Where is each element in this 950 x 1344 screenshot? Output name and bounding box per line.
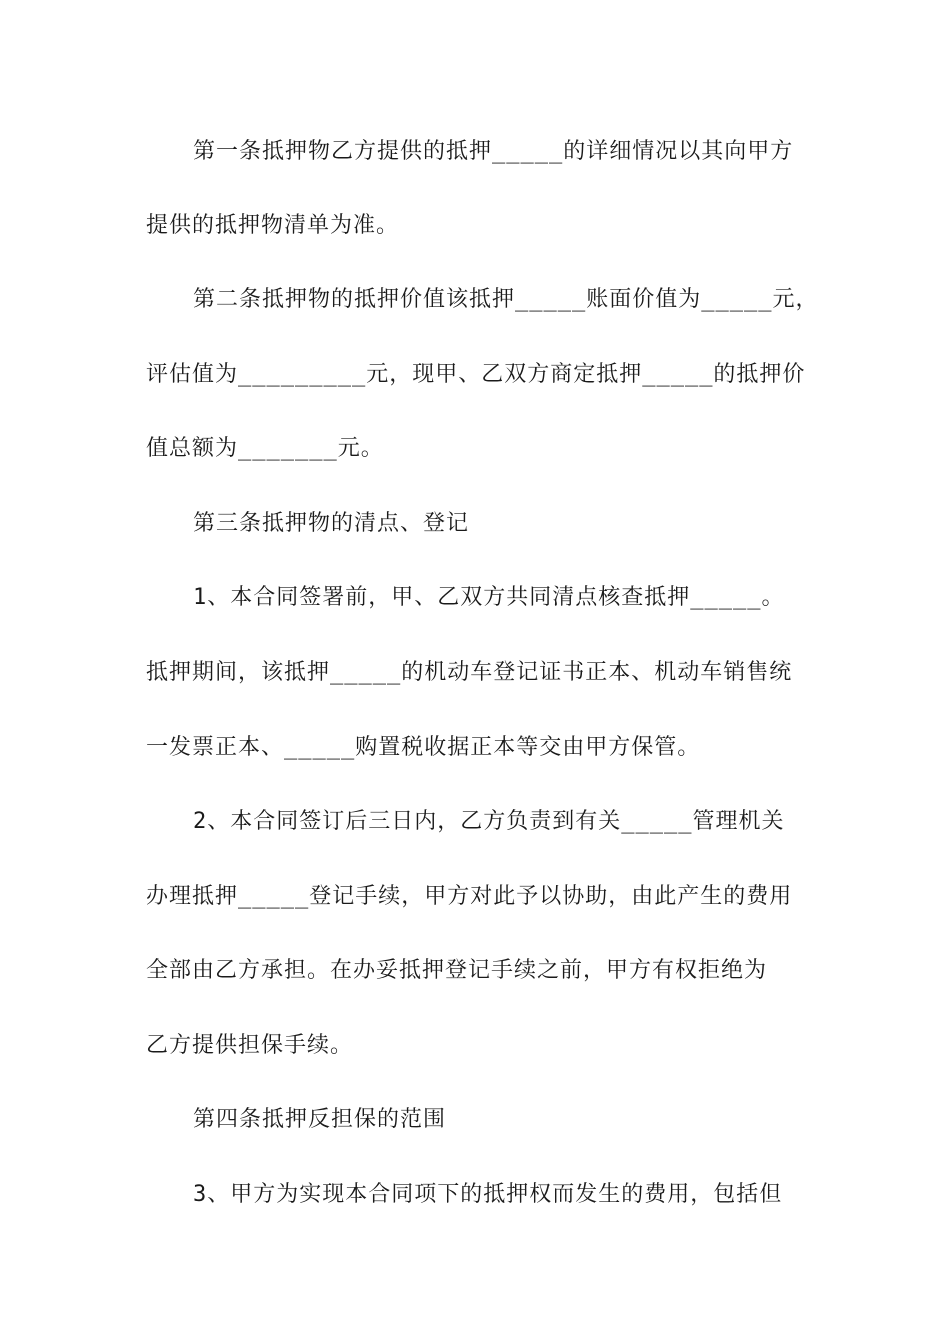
text-line: 抵押期间，该抵押_____的机动车登记证书正本、机动车销售统 <box>146 660 793 685</box>
text-line: 1、本合同签署前，甲、乙双方共同清点核查抵押_____。 <box>193 585 785 610</box>
text-line: 提供的抵押物清单为准。 <box>146 213 400 238</box>
text-line: 评估值为_________元，现甲、乙双方商定抵押_____的抵押价 <box>146 362 806 387</box>
text-line: 全部由乙方承担。在办妥抵押登记手续之前，甲方有权拒绝为 <box>146 958 768 983</box>
text-line: 第一条抵押物乙方提供的抵押_____的详细情况以其向甲方 <box>193 139 794 164</box>
text-line: 3、甲方为实现本合同项下的抵押权而发生的费用，包括但 <box>193 1182 783 1207</box>
text-line: 一发票正本、_____购置税收据正本等交由甲方保管。 <box>146 735 701 760</box>
text-line: 值总额为_______元。 <box>146 436 384 461</box>
section-heading: 第四条抵押反担保的范围 <box>193 1107 447 1132</box>
text-line: 乙方提供担保手续。 <box>146 1033 354 1058</box>
text-line: 第二条抵押物的抵押价值该抵押_____账面价值为_____元， <box>193 287 819 312</box>
text-line: 办理抵押_____登记手续，甲方对此予以协助，由此产生的费用 <box>146 884 793 909</box>
section-heading: 第三条抵押物的清点、登记 <box>193 511 470 536</box>
text-line: 2、本合同签订后三日内，乙方负责到有关_____管理机关 <box>193 809 785 834</box>
